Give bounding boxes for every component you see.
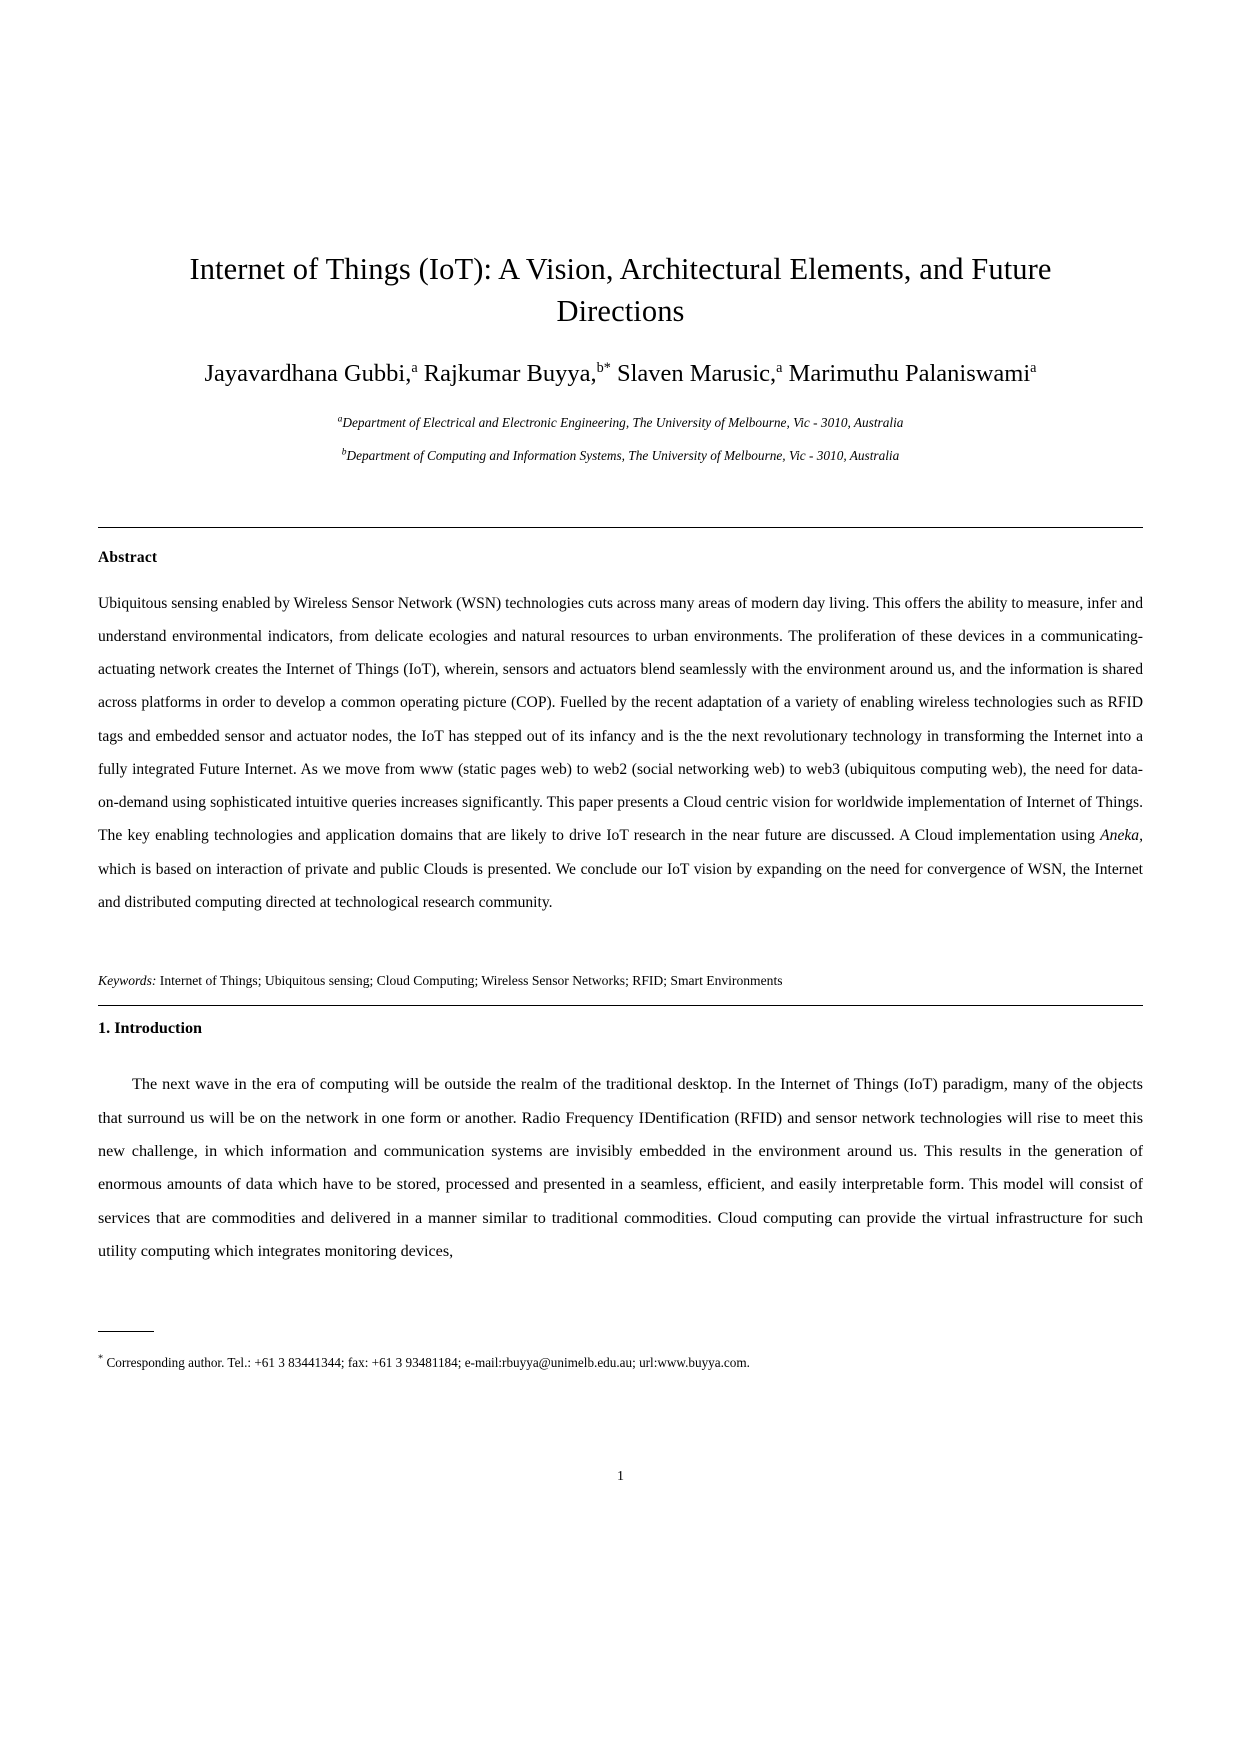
- abstract-body: [98, 587, 1143, 919]
- footnote-text: Corresponding author. Tel.: +61 3 83441344; fax: +61 3 93481184; e-mail:rbuyya@unimelb.edu.au; url:www.buyya.com.: [103, 1355, 750, 1370]
- section-heading-introduction: 1. Introduction: [98, 1019, 203, 1038]
- footnote-divider: [98, 1331, 154, 1332]
- author-name-4: Marimuthu Palaniswami: [788, 360, 1031, 388]
- abstract-text-italic: Aneka,: [1100, 827, 1143, 845]
- author-list: [98, 358, 1143, 390]
- footnote-corresponding-author: [98, 1353, 1098, 1373]
- author-marker-1: a: [411, 360, 418, 376]
- author-marker-2: b*: [596, 360, 611, 376]
- keywords-label: Keywords:: [98, 972, 157, 988]
- affiliation-marker-b: b: [341, 446, 347, 458]
- affiliation-text-a: Department of Electrical and Electronic Engineering, The University of Melbourne, Vic - 3010, Australia: [342, 415, 904, 430]
- abstract-text-part-1: Ubiquitous sensing enabled by Wireless Sensor Network (WSN) technologies cuts across many areas of modern day living. This offers the ability to measure, infer and understand environmental indicators, from delicate ecologies and natural resources to urban environments. The proliferation of these devices in a communicating-actuating network creates the Internet of Things (IoT), wherein, sensors and actuators blend seamlessly with the environment around us, and the information is shared across platforms in order to develop a common operating picture (COP). Fuelled by the recent adaptation of a variety of enabling wireless technologies such as RFID tags and embedded sensor and actuator nodes, the IoT has stepped out of its infancy and is the the next revolutionary technology in transforming the Internet into a fully integrated Future Internet. As we move from www (static pages web) to web2 (social networking web) to web3 (ubiquitous computing web), the need for data-on-demand using sophisticated intuitive queries increases significantly. This paper presents a Cloud centric vision for worldwide implementation of Internet of Things. The key enabling technologies and application domains that are likely to drive IoT research in the near future are discussed. A Cloud implementation using: [98, 594, 1143, 845]
- author-marker-4: a: [1030, 360, 1037, 376]
- page-title: Internet of Things (IoT): A Vision, Architectural Elements, and Future Directions: [189, 252, 1052, 329]
- section-body-introduction: The next wave in the era of computing will be outside the realm of the traditional desktop. In the Internet of Things (IoT) paradigm, many of the objects that surround us will be on the network in one form or another. Radio Frequency IDentification (RFID) and sensor network technologies will rise to meet this new challenge, in which information and communication systems are invisibly embedded in the environment around us. This results in the generation of enormous amounts of data which have to be stored, processed and presented in a seamless, efficient, and easily interpretable form. This model will consist of services that are commodities and delivered in a manner similar to traditional commodities. Cloud computing can provide the virtual infrastructure for such utility computing which integrates monitoring devices,: [98, 1075, 1143, 1261]
- affiliation-a: [98, 414, 1143, 432]
- page-content-column: [98, 0, 1143, 1754]
- author-name-2: Rajkumar Buyya,: [423, 360, 597, 388]
- affiliation-b: [98, 447, 1143, 465]
- footnote-marker: *: [98, 1353, 104, 1365]
- keywords-bottom-divider: [98, 1005, 1143, 1006]
- author-name-3: Slaven Marusic,: [616, 360, 777, 388]
- page-number: 1: [617, 1469, 624, 1484]
- keywords-line: [98, 971, 1143, 991]
- abstract-top-divider: [98, 527, 1143, 528]
- author-name-1: Jayavardhana Gubbi,: [204, 360, 412, 388]
- abstract-text-part-2: which is based on interaction of private and public Clouds is presented. We conclude our IoT vision by expanding on the need for convergence of WSN, the Internet and distributed computing directed at technological research community.: [98, 860, 1143, 911]
- author-marker-3: a: [776, 360, 783, 376]
- affiliation-marker-a: a: [337, 413, 343, 425]
- keywords-value: Internet of Things; Ubiquitous sensing; Cloud Computing; Wireless Sensor Networks; RFID; Smart Environments: [156, 972, 783, 988]
- affiliation-text-b: Department of Computing and Information Systems, The University of Melbourne, Vic - 3010, Australia: [346, 447, 900, 463]
- abstract-heading: Abstract: [98, 548, 158, 566]
